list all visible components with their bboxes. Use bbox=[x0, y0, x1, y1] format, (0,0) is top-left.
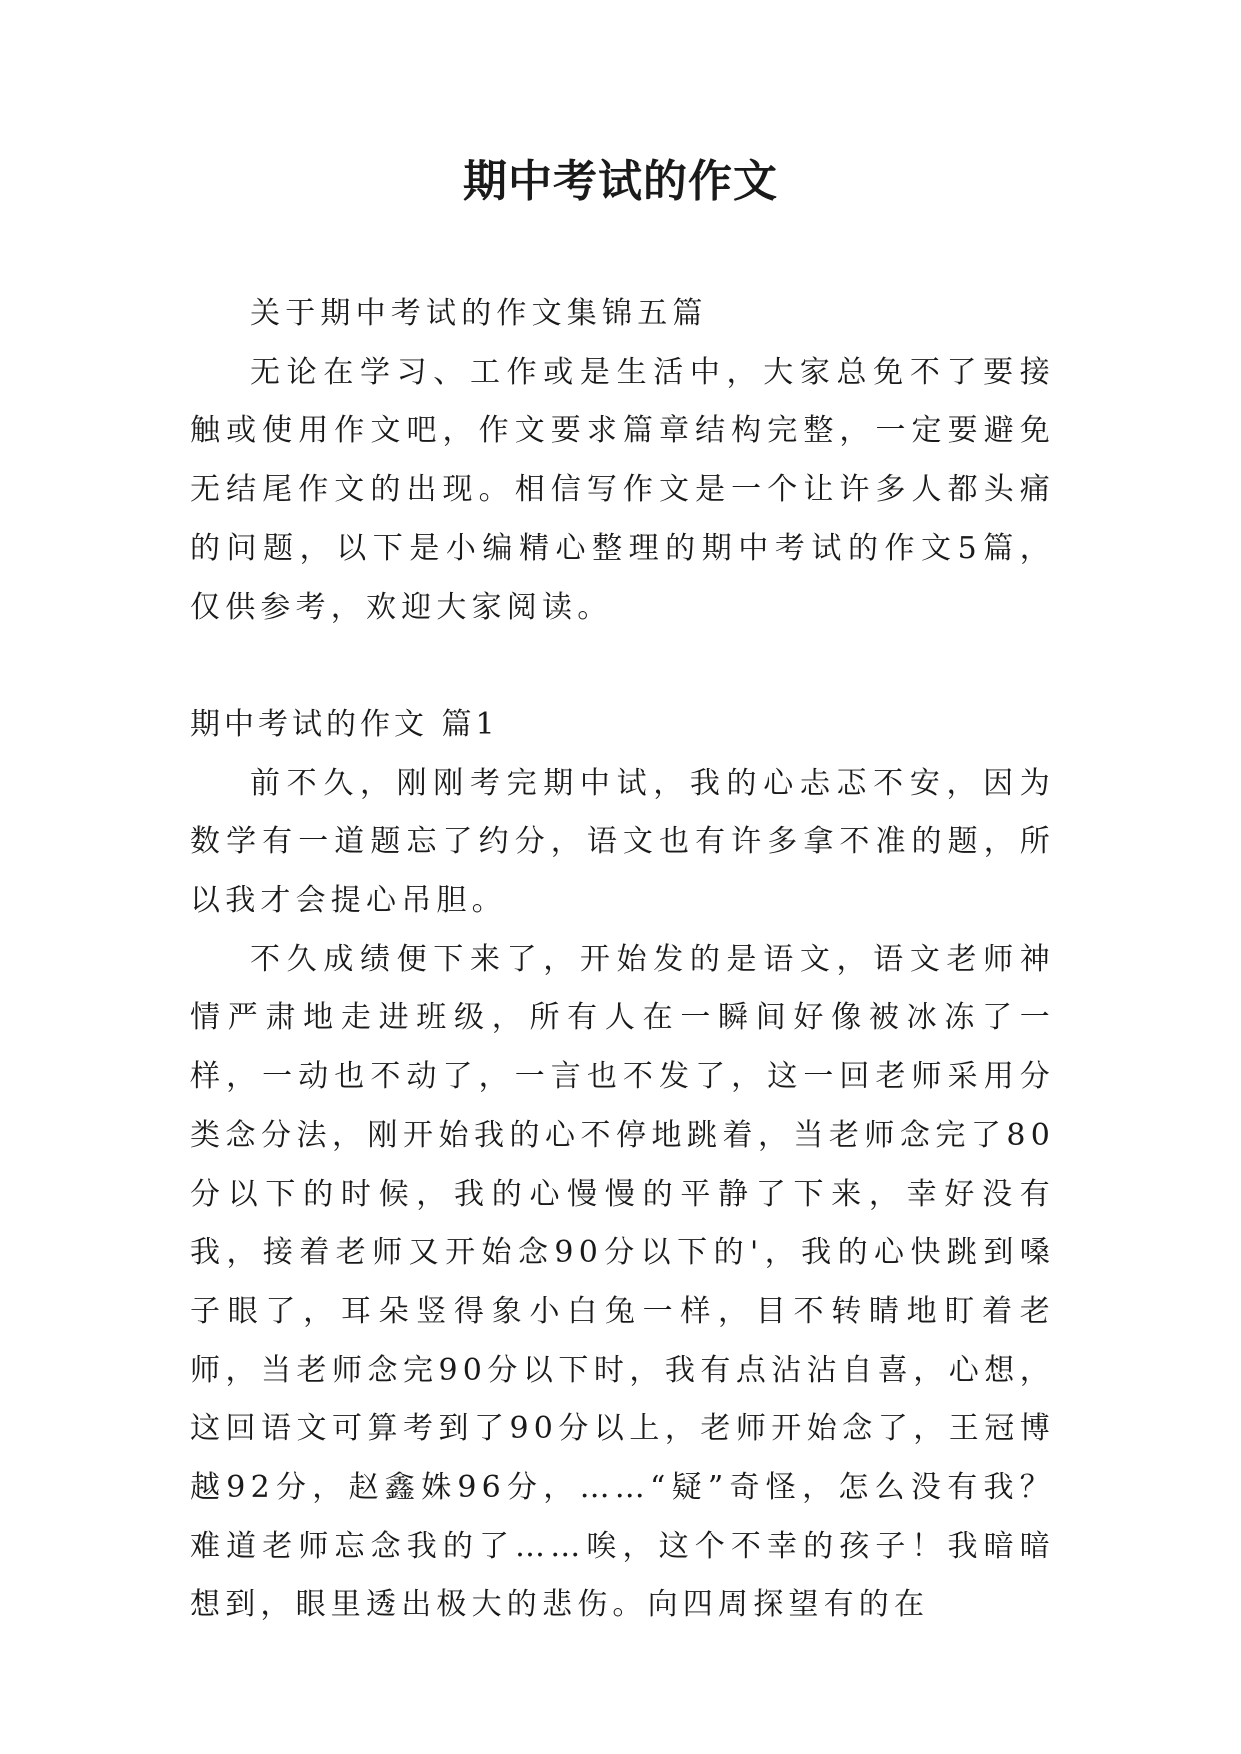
section-paragraph: 前不久，刚刚考完期中试，我的心忐忑不安，因为数学有一道题忘了约分，语文也有许多拿不准的题，所以我才会提心吊胆。 bbox=[190, 765, 1055, 919]
section-paragraph: 不久成绩便下来了，开始发的是语文，语文老师神情严肃地走进班级，所有人在一瞬间好像被冰冻了一样，一动也不动了，一言也不发了，这一回老师采用分类念分法，刚开始我的心不停地跳着，当老师念完了80分以下的时候，我的心慢慢的平静了下来，幸好没有我，接着老师又开始念90分以下的'，我的心快跳到嗓子眼了，耳朵竖得象小白兔一样，目不转睛地盯着老师，当老师念完90分以下时，我有点沾沾自喜，心想，这回语文可算考到了90分以上，老师开始念了，王冠博越92分，赵鑫姝96分，……“疑”奇怪，怎么没有我？难道老师忘念我的了……唉，这个不幸的孩子！我暗暗想到，眼里透出极大的悲伤。向四周探望有的在 bbox=[190, 941, 1055, 1623]
document-subtitle: 关于期中考试的作文集锦五篇 bbox=[250, 296, 708, 331]
document-body bbox=[190, 285, 1055, 1635]
section-heading: 期中考试的作文 篇1 bbox=[190, 706, 499, 742]
intro-paragraph: 无论在学习、工作或是生活中，大家总免不了要接触或使用作文吧，作文要求篇章结构完整，一定要避免无结尾作文的出现。相信写作文是一个让许多人都头痛的问题，以下是小编精心整理的期中考试的作文5篇，仅供参考，欢迎大家阅读。 bbox=[190, 354, 1055, 625]
document-title: 期中考试的作文 bbox=[463, 156, 778, 207]
